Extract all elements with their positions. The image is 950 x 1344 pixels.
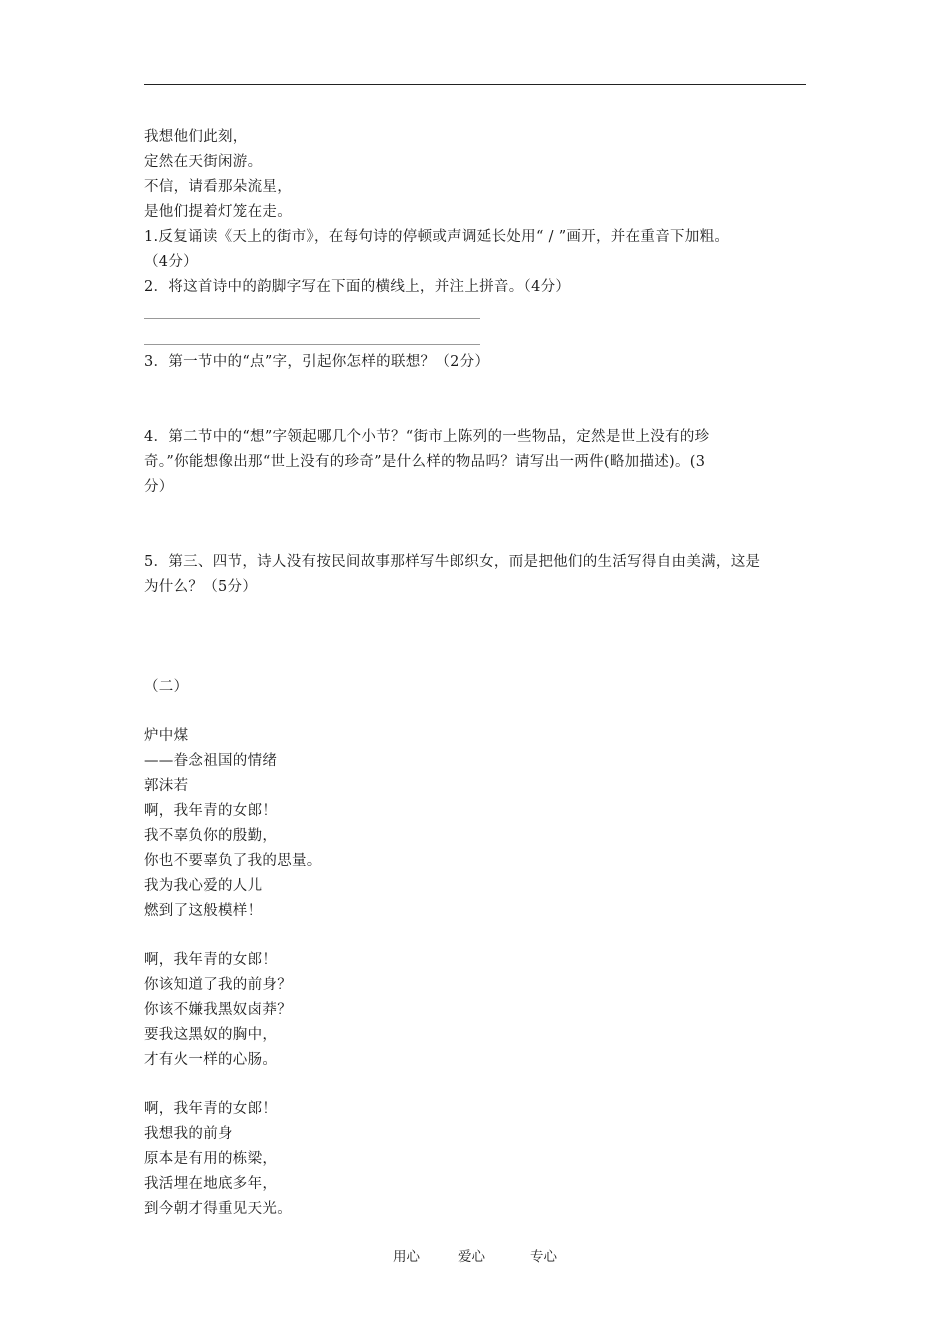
- poem-line: 你也不要辜负了我的思量。: [144, 853, 322, 869]
- answer-line[interactable]: [144, 318, 480, 319]
- question-4: 奇。”你能想像出那“世上没有的珍奇”是什么样的物品吗？请写出一两件(略加描述)。(3: [144, 454, 706, 470]
- question-4: 分）: [144, 479, 174, 495]
- question-2: 2．将这首诗中的韵脚字写在下面的横线上，并注上拼音。（4分）: [144, 279, 571, 295]
- poem-subtitle: ——眷念祖国的情绪: [144, 753, 278, 769]
- poem-line: 啊，我年青的女郎！: [144, 803, 278, 819]
- footer-word: 用心: [393, 1249, 420, 1265]
- poem-line: 我想我的前身: [144, 1126, 233, 1142]
- footer-word: 专心: [530, 1249, 557, 1265]
- poem-line: 我活埋在地底多年，: [144, 1176, 278, 1192]
- poem-line: 我为我心爱的人儿: [144, 878, 263, 894]
- question-5: 5．第三、四节，诗人没有按民间故事那样写牛郎织女，而是把他们的生活写得自由美满，这是: [144, 554, 761, 570]
- poem-line: 燃到了这般模样！: [144, 903, 263, 919]
- poem-line: 你该不嫌我黑奴卤莽？: [144, 1002, 292, 1018]
- question-5: 为什么？（5分）: [144, 579, 258, 595]
- poem-line: 才有火一样的心肠。: [144, 1052, 278, 1068]
- poem-title: 炉中煤: [144, 728, 189, 744]
- poem-line: 我不辜负你的殷勤，: [144, 828, 278, 844]
- poem-line: 定然在天街闲游。: [144, 154, 263, 170]
- answer-line[interactable]: [144, 344, 480, 345]
- poem-line: 啊，我年青的女郎！: [144, 1101, 278, 1117]
- question-1: 1.反复诵读《天上的街市》，在每句诗的停顿或声调延长处用“ / ”画开，并在重音下加粗。: [144, 229, 730, 245]
- poem-line: 我想他们此刻，: [144, 129, 248, 145]
- question-1-score: （4分）: [144, 254, 198, 270]
- poem-line: 你该知道了我的前身？: [144, 977, 292, 993]
- poem-line: 啊，我年青的女郎！: [144, 952, 278, 968]
- poem-author: 郭沫若: [144, 778, 189, 794]
- poem-line: 不信，请看那朵流星，: [144, 179, 292, 195]
- poem-line: 要我这黑奴的胸中，: [144, 1027, 278, 1043]
- header-rule: [144, 84, 806, 85]
- poem-line: 是他们提着灯笼在走。: [144, 204, 292, 220]
- section-number: （二）: [144, 679, 189, 695]
- question-3: 3．第一节中的“点”字，引起你怎样的联想？（2分）: [144, 354, 490, 370]
- question-4: 4．第二节中的“想”字领起哪几个小节？“街市上陈列的一些物品，定然是世上没有的珍: [144, 429, 710, 445]
- poem-line: 到今朝才得重见天光。: [144, 1201, 292, 1217]
- footer-word: 爱心: [458, 1249, 485, 1265]
- poem-line: 原本是有用的栋梁，: [144, 1151, 278, 1167]
